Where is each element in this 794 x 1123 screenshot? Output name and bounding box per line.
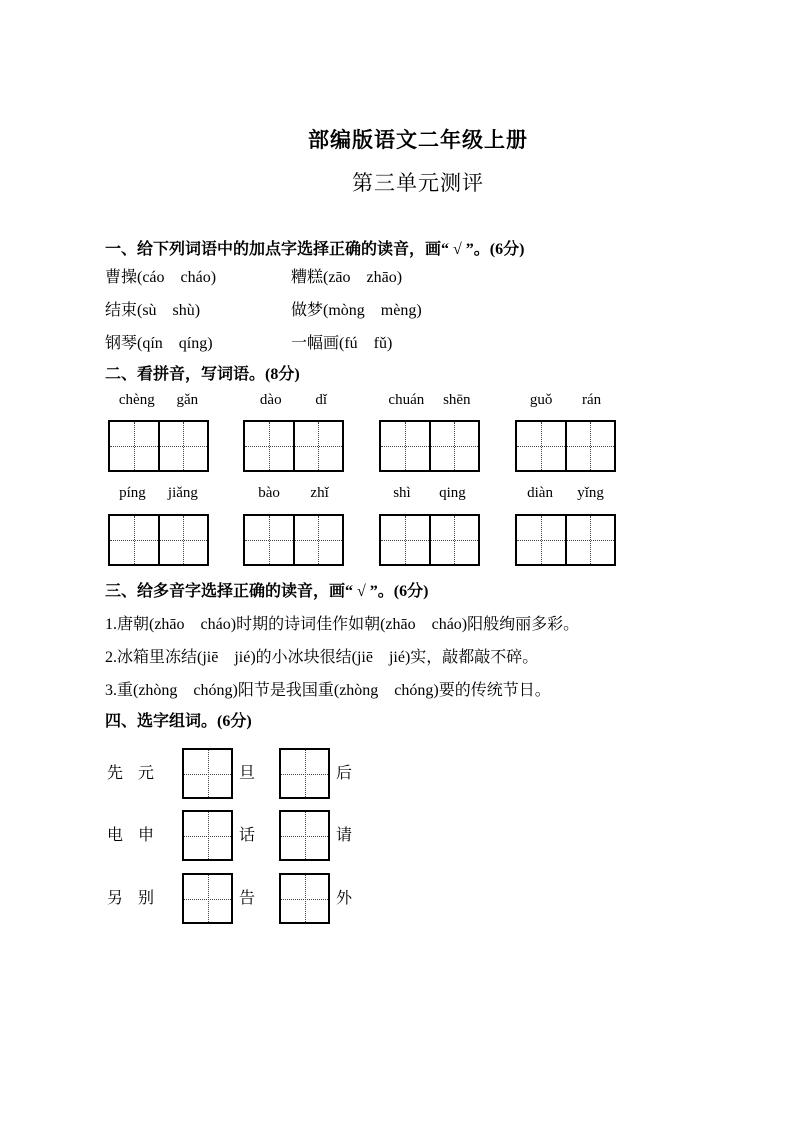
grid-cell [245, 422, 293, 470]
grid-cell [565, 516, 615, 564]
choice-char: 申 [138, 827, 155, 844]
pinyin-syllable: shēn [443, 391, 471, 408]
grid-cell [293, 422, 343, 470]
writing-grid [243, 420, 344, 472]
grid-cell [429, 422, 479, 470]
grid-cell [245, 516, 293, 564]
section4-row [0, 873, 794, 924]
writing-grid [515, 420, 616, 472]
grid-cell [110, 422, 158, 470]
pinyin-syllable: chuán [388, 391, 425, 408]
pinyin-syllable: yǐng [577, 484, 604, 501]
section3-heading: 三、给多音字选择正确的读音，画“ √ ”。(6分) [105, 583, 429, 600]
writing-grid [108, 420, 209, 472]
choice-char: 另 [107, 890, 124, 907]
pinyin-label [108, 484, 209, 502]
answer-box [279, 748, 330, 799]
grid-cell [381, 516, 429, 564]
pinyin-syllable: shì [393, 484, 411, 501]
section1-heading: 一、给下列词语中的加点字选择正确的读音，画“ √ ”。(6分) [105, 241, 525, 258]
grid-cell [158, 422, 208, 470]
grid-cell [517, 422, 565, 470]
word-item: 结束(sù shù) [105, 302, 201, 319]
section4-row [0, 810, 794, 861]
word-item: 一幅画(fú fǔ) [291, 335, 393, 352]
answer-box [279, 810, 330, 861]
pinyin-syllable: píng [119, 484, 146, 501]
word-item: 钢琴(qín qíng) [105, 335, 213, 352]
section1-row [105, 264, 705, 284]
word-item: 糟糕(zāo zhāo) [291, 269, 403, 286]
pinyin-syllable: guǒ [529, 391, 553, 408]
sentence-item: 1.唐朝(zhāo cháo)时期的诗词佳作如朝(zhāo cháo)阳般绚丽多彩。 [105, 616, 580, 633]
doc-title: 部编版语文二年级上册 [308, 128, 528, 152]
choice-char: 元 [138, 765, 155, 782]
pinyin-syllable: zhǐ [310, 484, 329, 501]
grid-cell [381, 422, 429, 470]
pinyin-label [243, 391, 344, 409]
pinyin-syllable: chèng [118, 391, 155, 408]
sentence-item: 3.重(zhòng chóng)阳节是我国重(zhòng chóng)要的传统节日。 [105, 682, 551, 699]
pinyin-label [243, 484, 344, 502]
suffix-char: 告 [239, 890, 256, 907]
suffix-char: 外 [336, 890, 353, 907]
writing-grid [515, 514, 616, 566]
pinyin-label [108, 391, 209, 409]
choice-char: 先 [107, 765, 124, 782]
pinyin-label [515, 484, 616, 502]
section2-heading: 二、看拼音，写词语。(8分) [105, 366, 300, 383]
pinyin-syllable: jiǎng [167, 484, 198, 501]
section1-row [105, 330, 705, 350]
grid-cell [293, 516, 343, 564]
grid-cell [429, 516, 479, 564]
choice-char: 别 [138, 890, 155, 907]
section1-row [105, 297, 705, 317]
pinyin-label [379, 484, 480, 502]
sentence-item: 2.冰箱里冻结(jiē jié)的小冰块很结(jiē jié)实，敲都敲不碎。 [105, 649, 539, 666]
answer-box [182, 810, 233, 861]
pinyin-syllable: gǎn [176, 391, 199, 408]
section4-heading: 四、选字组词。(6分) [105, 713, 252, 730]
answer-box [182, 748, 233, 799]
pinyin-syllable: rán [582, 391, 602, 408]
pinyin-syllable: bào [258, 484, 280, 501]
writing-grid [108, 514, 209, 566]
section4-row [0, 748, 794, 799]
pinyin-syllable: diàn [527, 484, 553, 501]
grid-cell [565, 422, 615, 470]
writing-grid [379, 514, 480, 566]
grid-cell [517, 516, 565, 564]
pinyin-label [515, 391, 616, 409]
word-item: 曹操(cáo cháo) [105, 269, 217, 286]
suffix-char: 话 [239, 827, 256, 844]
pinyin-label [379, 391, 480, 409]
pinyin-syllable: qing [439, 484, 466, 501]
writing-grid [243, 514, 344, 566]
suffix-char: 请 [336, 827, 353, 844]
suffix-char: 旦 [239, 765, 256, 782]
doc-subtitle: 第三单元测评 [352, 171, 484, 195]
word-item: 做梦(mòng mèng) [291, 302, 422, 319]
grid-cell [158, 516, 208, 564]
answer-box [182, 873, 233, 924]
choice-char: 电 [107, 827, 124, 844]
suffix-char: 后 [336, 765, 353, 782]
grid-cell [110, 516, 158, 564]
writing-grid [379, 420, 480, 472]
pinyin-syllable: dào [259, 391, 282, 408]
answer-box [279, 873, 330, 924]
pinyin-syllable: dǐ [315, 391, 328, 408]
